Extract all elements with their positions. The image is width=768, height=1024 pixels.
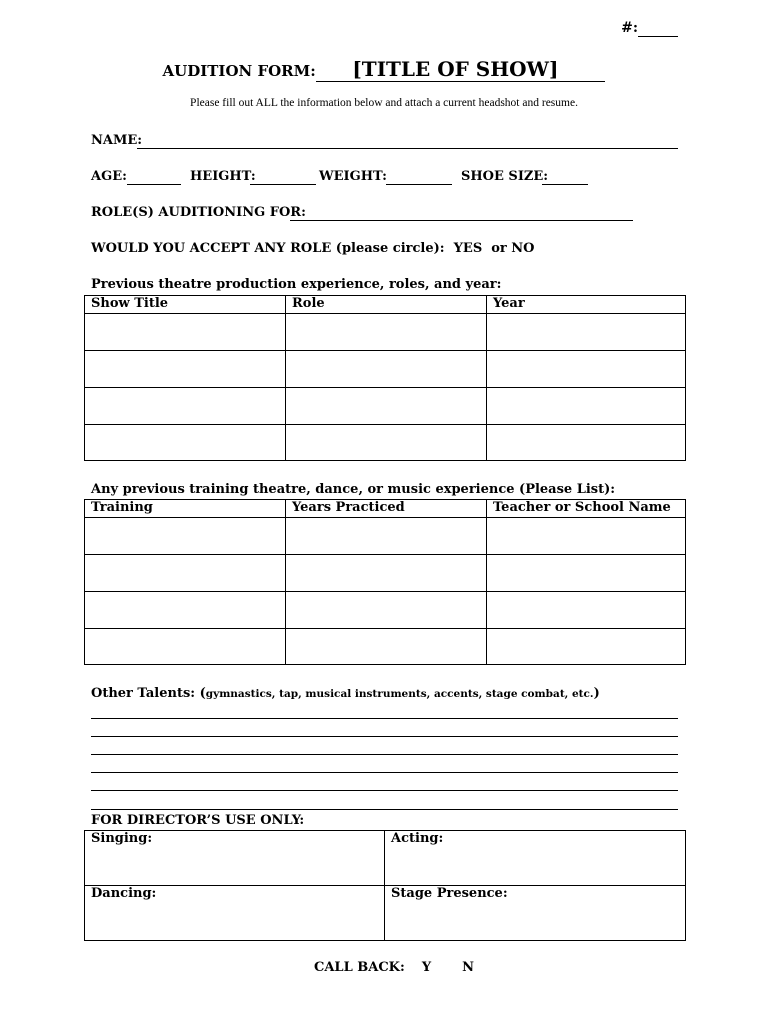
shoe-size-field[interactable]: [542, 184, 588, 185]
age-field[interactable]: [127, 184, 181, 185]
callback-label: CALL BACK:: [314, 960, 405, 975]
title-label: AUDITION FORM:: [162, 62, 316, 80]
height-field[interactable]: [250, 184, 316, 185]
experience-col-show-title: Show Title: [85, 296, 286, 314]
talents-close: ): [593, 686, 600, 701]
table-cell[interactable]: [85, 425, 286, 461]
talents-examples: gymnastics, tap, musical instruments, accents, stage combat, etc.: [205, 688, 594, 700]
number-label: #:: [621, 20, 638, 36]
talents-line[interactable]: [91, 718, 678, 719]
table-row: [85, 831, 686, 886]
training-col-years: Years Practiced: [286, 500, 487, 518]
training-heading: Any previous training theatre, dance, or music experience (Please List):: [91, 482, 616, 497]
table-cell[interactable]: [85, 388, 286, 425]
table-cell[interactable]: [286, 388, 487, 425]
experience-header-row: [85, 296, 686, 314]
table-cell[interactable]: [487, 592, 686, 629]
table-row: [85, 314, 686, 351]
table-cell[interactable]: [286, 555, 487, 592]
form-number: [621, 20, 678, 37]
callback-yes[interactable]: Y: [421, 960, 432, 975]
table-cell[interactable]: [85, 351, 286, 388]
name-label: NAME:: [91, 133, 143, 148]
table-row: [85, 518, 686, 555]
number-blank[interactable]: [638, 20, 678, 37]
roles-label: ROLE(S) AUDITIONING FOR:: [91, 205, 306, 220]
table-cell[interactable]: [487, 518, 686, 555]
form-title: [0, 57, 768, 82]
table-cell[interactable]: [85, 314, 286, 351]
shoe-size-label: SHOE SIZE:: [461, 169, 549, 184]
table-cell[interactable]: [286, 592, 487, 629]
training-col-teacher: Teacher or School Name: [487, 500, 686, 518]
table-cell[interactable]: [85, 518, 286, 555]
training-col-training: Training: [85, 500, 286, 518]
table-cell[interactable]: [487, 425, 686, 461]
talents-line[interactable]: [91, 736, 678, 737]
callback: [314, 960, 474, 975]
roles-field[interactable]: [290, 220, 633, 221]
table-cell[interactable]: [286, 425, 487, 461]
table-cell[interactable]: [487, 351, 686, 388]
talents-line[interactable]: [91, 772, 678, 773]
talents-line[interactable]: [91, 809, 678, 810]
director-cell-stage-presence[interactable]: Stage Presence:: [385, 886, 686, 941]
table-row: [85, 351, 686, 388]
weight-field[interactable]: [386, 184, 452, 185]
table-cell[interactable]: [85, 629, 286, 665]
table-cell[interactable]: [286, 518, 487, 555]
table-row: [85, 629, 686, 665]
show-title: [TITLE OF SHOW]: [352, 57, 559, 81]
show-title-underline: [316, 57, 606, 82]
experience-table: [84, 295, 686, 461]
table-cell[interactable]: [286, 314, 487, 351]
age-label: AGE:: [91, 169, 127, 184]
training-header-row: [85, 500, 686, 518]
experience-heading: Previous theatre production experience, roles, and year:: [91, 277, 502, 292]
talents-line[interactable]: [91, 790, 678, 791]
table-cell[interactable]: [286, 629, 487, 665]
table-row: [85, 388, 686, 425]
talents-label: Other Talents: (: [91, 686, 206, 701]
table-cell[interactable]: [487, 629, 686, 665]
experience-col-role: Role: [286, 296, 487, 314]
table-row: [85, 886, 686, 941]
other-talents: [91, 686, 600, 701]
table-row: [85, 425, 686, 461]
table-cell[interactable]: [487, 314, 686, 351]
director-table: [84, 830, 686, 941]
experience-col-year: Year: [487, 296, 686, 314]
training-table: [84, 499, 686, 665]
talents-line[interactable]: [91, 754, 678, 755]
director-heading: FOR DIRECTOR’S USE ONLY:: [91, 813, 305, 828]
director-cell-dancing[interactable]: Dancing:: [85, 886, 385, 941]
table-cell[interactable]: [487, 555, 686, 592]
name-field[interactable]: [137, 148, 678, 149]
weight-label: WEIGHT:: [319, 169, 387, 184]
table-cell[interactable]: [85, 592, 286, 629]
table-row: [85, 592, 686, 629]
director-cell-acting[interactable]: Acting:: [385, 831, 686, 886]
callback-no[interactable]: N: [462, 960, 475, 975]
accept-role-question: WOULD YOU ACCEPT ANY ROLE (please circle): YES or NO: [91, 241, 535, 256]
table-cell[interactable]: [85, 555, 286, 592]
height-label: HEIGHT:: [190, 169, 256, 184]
table-row: [85, 555, 686, 592]
instructions: Please fill out ALL the information below and attach a current headshot and resume.: [190, 97, 578, 109]
director-cell-singing[interactable]: Singing:: [85, 831, 385, 886]
table-cell[interactable]: [487, 388, 686, 425]
table-cell[interactable]: [286, 351, 487, 388]
